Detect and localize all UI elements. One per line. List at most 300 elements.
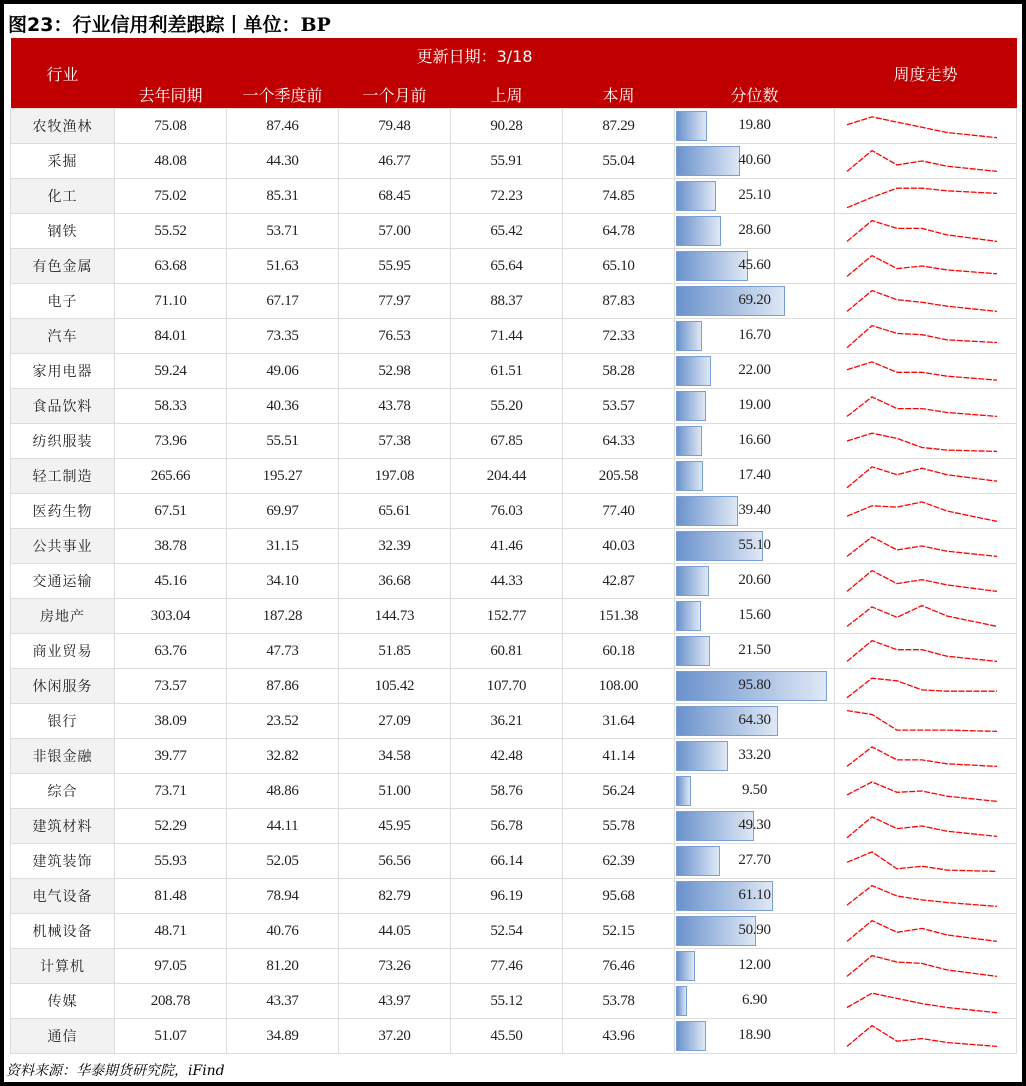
table-row bbox=[11, 319, 1017, 354]
quarter-ago-value: 87.46 bbox=[227, 109, 339, 144]
trend-sparkline bbox=[835, 704, 1017, 739]
industry-name: 房地产 bbox=[11, 599, 115, 634]
this-week-value: 43.96 bbox=[563, 1019, 675, 1054]
trend-sparkline bbox=[835, 109, 1017, 144]
last-week-value: 52.54 bbox=[451, 914, 563, 949]
last-week-value: 88.37 bbox=[451, 284, 563, 319]
last-week-value: 96.19 bbox=[451, 879, 563, 914]
chart-title bbox=[8, 10, 331, 37]
industry-name: 有色金属 bbox=[11, 249, 115, 284]
this-week-value: 55.04 bbox=[563, 144, 675, 179]
table-row bbox=[11, 284, 1017, 319]
month-ago-value: 55.95 bbox=[339, 249, 451, 284]
trend-sparkline bbox=[835, 249, 1017, 284]
month-ago-value: 51.85 bbox=[339, 634, 451, 669]
header-year-ago: 去年同期 bbox=[115, 72, 227, 109]
quarter-ago-value: 55.51 bbox=[227, 424, 339, 459]
trend-sparkline bbox=[835, 809, 1017, 844]
table-row bbox=[11, 179, 1017, 214]
month-ago-value: 45.95 bbox=[339, 809, 451, 844]
table-row bbox=[11, 914, 1017, 949]
quarter-ago-value: 52.05 bbox=[227, 844, 339, 879]
last-week-value: 66.14 bbox=[451, 844, 563, 879]
percentile-cell bbox=[675, 564, 835, 599]
percentile-value: 6.90 bbox=[742, 992, 768, 1008]
table-row bbox=[11, 1019, 1017, 1054]
percentile-cell bbox=[675, 144, 835, 179]
sparkline-icon bbox=[835, 109, 1017, 143]
last-week-value: 67.85 bbox=[451, 424, 563, 459]
year-ago-value: 51.07 bbox=[115, 1019, 227, 1054]
last-week-value: 61.51 bbox=[451, 354, 563, 389]
quarter-ago-value: 47.73 bbox=[227, 634, 339, 669]
percentile-cell bbox=[675, 389, 835, 424]
sparkline-icon bbox=[835, 424, 1017, 458]
trend-sparkline bbox=[835, 319, 1017, 354]
header-month-ago: 一个月前 bbox=[339, 72, 451, 109]
this-week-value: 62.39 bbox=[563, 844, 675, 879]
percentile-value: 19.00 bbox=[738, 397, 771, 413]
year-ago-value: 71.10 bbox=[115, 284, 227, 319]
percentile-value: 9.50 bbox=[742, 782, 768, 798]
percentile-value: 17.40 bbox=[738, 467, 771, 483]
table-row bbox=[11, 844, 1017, 879]
table-row bbox=[11, 389, 1017, 424]
percentile-cell bbox=[675, 249, 835, 284]
last-week-value: 65.42 bbox=[451, 214, 563, 249]
percentile-cell bbox=[675, 669, 835, 704]
percentile-value: 15.60 bbox=[738, 607, 771, 623]
percentile-cell bbox=[675, 599, 835, 634]
table-row bbox=[11, 984, 1017, 1019]
sparkline-icon bbox=[835, 494, 1017, 528]
percentile-cell bbox=[675, 354, 835, 389]
year-ago-value: 48.08 bbox=[115, 144, 227, 179]
quarter-ago-value: 81.20 bbox=[227, 949, 339, 984]
sparkline-icon bbox=[835, 739, 1017, 773]
year-ago-value: 303.04 bbox=[115, 599, 227, 634]
trend-sparkline bbox=[835, 144, 1017, 179]
percentile-cell bbox=[675, 704, 835, 739]
month-ago-value: 43.97 bbox=[339, 984, 451, 1019]
sparkline-icon bbox=[835, 214, 1017, 248]
quarter-ago-value: 44.11 bbox=[227, 809, 339, 844]
table-row bbox=[11, 529, 1017, 564]
quarter-ago-value: 85.31 bbox=[227, 179, 339, 214]
trend-sparkline bbox=[835, 879, 1017, 914]
percentile-cell bbox=[675, 319, 835, 354]
table-row bbox=[11, 704, 1017, 739]
percentile-value: 25.10 bbox=[738, 187, 771, 203]
quarter-ago-value: 31.15 bbox=[227, 529, 339, 564]
header-last-week: 上周 bbox=[451, 72, 563, 109]
this-week-value: 64.33 bbox=[563, 424, 675, 459]
last-week-value: 76.03 bbox=[451, 494, 563, 529]
quarter-ago-value: 67.17 bbox=[227, 284, 339, 319]
table-row bbox=[11, 599, 1017, 634]
industry-name: 银行 bbox=[11, 704, 115, 739]
this-week-value: 76.46 bbox=[563, 949, 675, 984]
percentile-cell bbox=[675, 109, 835, 144]
month-ago-value: 34.58 bbox=[339, 739, 451, 774]
quarter-ago-value: 32.82 bbox=[227, 739, 339, 774]
percentile-cell bbox=[675, 634, 835, 669]
percentile-value: 49.30 bbox=[738, 817, 771, 833]
industry-name: 交通运输 bbox=[11, 564, 115, 599]
percentile-cell bbox=[675, 809, 835, 844]
trend-sparkline bbox=[835, 354, 1017, 389]
month-ago-value: 82.79 bbox=[339, 879, 451, 914]
industry-name: 纺织服装 bbox=[11, 424, 115, 459]
table-row bbox=[11, 459, 1017, 494]
table-row bbox=[11, 739, 1017, 774]
table-row bbox=[11, 949, 1017, 984]
percentile-value: 27.70 bbox=[738, 852, 771, 868]
sparkline-icon bbox=[835, 844, 1017, 878]
month-ago-value: 52.98 bbox=[339, 354, 451, 389]
table-row bbox=[11, 564, 1017, 599]
table-row bbox=[11, 354, 1017, 389]
quarter-ago-value: 78.94 bbox=[227, 879, 339, 914]
year-ago-value: 63.68 bbox=[115, 249, 227, 284]
last-week-value: 71.44 bbox=[451, 319, 563, 354]
percentile-value: 16.70 bbox=[738, 327, 771, 343]
percentile-value: 19.80 bbox=[738, 117, 771, 133]
year-ago-value: 97.05 bbox=[115, 949, 227, 984]
quarter-ago-value: 40.36 bbox=[227, 389, 339, 424]
month-ago-value: 51.00 bbox=[339, 774, 451, 809]
trend-sparkline bbox=[835, 634, 1017, 669]
quarter-ago-value: 87.86 bbox=[227, 669, 339, 704]
sparkline-icon bbox=[835, 249, 1017, 283]
sparkline-icon bbox=[835, 774, 1017, 808]
industry-name: 综合 bbox=[11, 774, 115, 809]
quarter-ago-value: 195.27 bbox=[227, 459, 339, 494]
industry-name: 商业贸易 bbox=[11, 634, 115, 669]
percentile-value: 33.20 bbox=[738, 747, 771, 763]
percentile-cell bbox=[675, 459, 835, 494]
year-ago-value: 55.52 bbox=[115, 214, 227, 249]
month-ago-value: 79.48 bbox=[339, 109, 451, 144]
this-week-value: 56.24 bbox=[563, 774, 675, 809]
quarter-ago-value: 48.86 bbox=[227, 774, 339, 809]
year-ago-value: 67.51 bbox=[115, 494, 227, 529]
sparkline-icon bbox=[835, 599, 1017, 633]
percentile-value: 28.60 bbox=[738, 222, 771, 238]
trend-sparkline bbox=[835, 564, 1017, 599]
percentile-value: 39.40 bbox=[738, 502, 771, 518]
percentile-value: 20.60 bbox=[738, 572, 771, 588]
industry-name: 休闲服务 bbox=[11, 669, 115, 704]
month-ago-value: 77.97 bbox=[339, 284, 451, 319]
month-ago-value: 76.53 bbox=[339, 319, 451, 354]
header-update-date: 更新日期：3/18 bbox=[115, 38, 835, 72]
year-ago-value: 55.93 bbox=[115, 844, 227, 879]
last-week-value: 77.46 bbox=[451, 949, 563, 984]
industry-name: 电子 bbox=[11, 284, 115, 319]
year-ago-value: 73.57 bbox=[115, 669, 227, 704]
industry-name: 汽车 bbox=[11, 319, 115, 354]
sparkline-icon bbox=[835, 879, 1017, 913]
trend-sparkline bbox=[835, 1019, 1017, 1054]
last-week-value: 56.78 bbox=[451, 809, 563, 844]
year-ago-value: 84.01 bbox=[115, 319, 227, 354]
percentile-value: 21.50 bbox=[738, 642, 771, 658]
this-week-value: 87.83 bbox=[563, 284, 675, 319]
industry-name: 化工 bbox=[11, 179, 115, 214]
sparkline-icon bbox=[835, 319, 1017, 353]
this-week-value: 77.40 bbox=[563, 494, 675, 529]
sparkline-icon bbox=[835, 459, 1017, 493]
industry-name: 传媒 bbox=[11, 984, 115, 1019]
this-week-value: 72.33 bbox=[563, 319, 675, 354]
this-week-value: 53.57 bbox=[563, 389, 675, 424]
year-ago-value: 52.29 bbox=[115, 809, 227, 844]
industry-name: 计算机 bbox=[11, 949, 115, 984]
industry-name: 通信 bbox=[11, 1019, 115, 1054]
percentile-value: 61.10 bbox=[738, 887, 771, 903]
this-week-value: 95.68 bbox=[563, 879, 675, 914]
percentile-cell bbox=[675, 844, 835, 879]
sparkline-icon bbox=[835, 984, 1017, 1018]
percentile-value: 22.00 bbox=[738, 362, 771, 378]
table-row bbox=[11, 109, 1017, 144]
year-ago-value: 48.71 bbox=[115, 914, 227, 949]
sparkline-icon bbox=[835, 284, 1017, 318]
percentile-cell bbox=[675, 949, 835, 984]
month-ago-value: 27.09 bbox=[339, 704, 451, 739]
quarter-ago-value: 43.37 bbox=[227, 984, 339, 1019]
quarter-ago-value: 34.89 bbox=[227, 1019, 339, 1054]
year-ago-value: 208.78 bbox=[115, 984, 227, 1019]
percentile-cell bbox=[675, 494, 835, 529]
percentile-cell bbox=[675, 1019, 835, 1054]
percentile-value: 64.30 bbox=[738, 712, 771, 728]
industry-name: 机械设备 bbox=[11, 914, 115, 949]
this-week-value: 52.15 bbox=[563, 914, 675, 949]
year-ago-value: 81.48 bbox=[115, 879, 227, 914]
last-week-value: 58.76 bbox=[451, 774, 563, 809]
header-this-week: 本周 bbox=[563, 72, 675, 109]
percentile-cell bbox=[675, 914, 835, 949]
sparkline-icon bbox=[835, 914, 1017, 948]
this-week-value: 151.38 bbox=[563, 599, 675, 634]
percentile-value: 45.60 bbox=[738, 257, 771, 273]
last-week-value: 44.33 bbox=[451, 564, 563, 599]
trend-sparkline bbox=[835, 459, 1017, 494]
month-ago-value: 197.08 bbox=[339, 459, 451, 494]
sparkline-icon bbox=[835, 564, 1017, 598]
trend-sparkline bbox=[835, 914, 1017, 949]
month-ago-value: 73.26 bbox=[339, 949, 451, 984]
sparkline-icon bbox=[835, 354, 1017, 388]
month-ago-value: 57.38 bbox=[339, 424, 451, 459]
table-body bbox=[11, 109, 1017, 1054]
last-week-value: 45.50 bbox=[451, 1019, 563, 1054]
month-ago-value: 44.05 bbox=[339, 914, 451, 949]
percentile-value: 55.10 bbox=[738, 537, 771, 553]
this-week-value: 42.87 bbox=[563, 564, 675, 599]
trend-sparkline bbox=[835, 669, 1017, 704]
this-week-value: 53.78 bbox=[563, 984, 675, 1019]
table-row bbox=[11, 634, 1017, 669]
sparkline-icon bbox=[835, 949, 1017, 983]
header-percentile: 分位数 bbox=[675, 72, 835, 109]
this-week-value: 64.78 bbox=[563, 214, 675, 249]
month-ago-value: 65.61 bbox=[339, 494, 451, 529]
percentile-cell bbox=[675, 879, 835, 914]
month-ago-value: 56.56 bbox=[339, 844, 451, 879]
sparkline-icon bbox=[835, 809, 1017, 843]
trend-sparkline bbox=[835, 284, 1017, 319]
percentile-value: 40.60 bbox=[738, 152, 771, 168]
percentile-cell bbox=[675, 214, 835, 249]
percentile-cell bbox=[675, 529, 835, 564]
trend-sparkline bbox=[835, 179, 1017, 214]
percentile-cell bbox=[675, 739, 835, 774]
year-ago-value: 73.96 bbox=[115, 424, 227, 459]
this-week-value: 40.03 bbox=[563, 529, 675, 564]
month-ago-value: 36.68 bbox=[339, 564, 451, 599]
last-week-value: 72.23 bbox=[451, 179, 563, 214]
year-ago-value: 38.09 bbox=[115, 704, 227, 739]
last-week-value: 42.48 bbox=[451, 739, 563, 774]
table-row bbox=[11, 424, 1017, 459]
trend-sparkline bbox=[835, 739, 1017, 774]
header-industry: 行业 bbox=[11, 38, 115, 109]
table-row bbox=[11, 249, 1017, 284]
industry-name: 食品饮料 bbox=[11, 389, 115, 424]
sparkline-icon bbox=[835, 704, 1017, 738]
month-ago-value: 68.45 bbox=[339, 179, 451, 214]
last-week-value: 36.21 bbox=[451, 704, 563, 739]
quarter-ago-value: 187.28 bbox=[227, 599, 339, 634]
month-ago-value: 57.00 bbox=[339, 214, 451, 249]
month-ago-value: 144.73 bbox=[339, 599, 451, 634]
percentile-value: 16.60 bbox=[738, 432, 771, 448]
industry-name: 非银金融 bbox=[11, 739, 115, 774]
this-week-value: 58.28 bbox=[563, 354, 675, 389]
page bbox=[4, 4, 1022, 1082]
industry-name: 公共事业 bbox=[11, 529, 115, 564]
month-ago-value: 32.39 bbox=[339, 529, 451, 564]
header-trend: 周度走势 bbox=[835, 38, 1017, 109]
this-week-value: 87.29 bbox=[563, 109, 675, 144]
this-week-value: 65.10 bbox=[563, 249, 675, 284]
credit-spread-table bbox=[10, 38, 1017, 1054]
last-week-value: 107.70 bbox=[451, 669, 563, 704]
last-week-value: 60.81 bbox=[451, 634, 563, 669]
year-ago-value: 75.02 bbox=[115, 179, 227, 214]
percentile-value: 18.90 bbox=[738, 1027, 771, 1043]
quarter-ago-value: 44.30 bbox=[227, 144, 339, 179]
sparkline-icon bbox=[835, 144, 1017, 178]
industry-name: 钢铁 bbox=[11, 214, 115, 249]
last-week-value: 152.77 bbox=[451, 599, 563, 634]
source-note: 资料来源：华泰期货研究院，iFind bbox=[6, 1063, 225, 1079]
month-ago-value: 105.42 bbox=[339, 669, 451, 704]
quarter-ago-value: 73.35 bbox=[227, 319, 339, 354]
industry-name: 农牧渔林 bbox=[11, 109, 115, 144]
year-ago-value: 45.16 bbox=[115, 564, 227, 599]
percentile-cell bbox=[675, 984, 835, 1019]
percentile-value: 95.80 bbox=[738, 677, 771, 693]
trend-sparkline bbox=[835, 949, 1017, 984]
industry-name: 建筑装饰 bbox=[11, 844, 115, 879]
month-ago-value: 46.77 bbox=[339, 144, 451, 179]
year-ago-value: 39.77 bbox=[115, 739, 227, 774]
year-ago-value: 59.24 bbox=[115, 354, 227, 389]
industry-name: 采掘 bbox=[11, 144, 115, 179]
last-week-value: 65.64 bbox=[451, 249, 563, 284]
this-week-value: 31.64 bbox=[563, 704, 675, 739]
year-ago-value: 75.08 bbox=[115, 109, 227, 144]
last-week-value: 41.46 bbox=[451, 529, 563, 564]
percentile-cell bbox=[675, 179, 835, 214]
quarter-ago-value: 40.76 bbox=[227, 914, 339, 949]
table-row bbox=[11, 494, 1017, 529]
table-row bbox=[11, 809, 1017, 844]
industry-name: 医药生物 bbox=[11, 494, 115, 529]
this-week-value: 74.85 bbox=[563, 179, 675, 214]
this-week-value: 205.58 bbox=[563, 459, 675, 494]
sparkline-icon bbox=[835, 1019, 1017, 1053]
last-week-value: 55.12 bbox=[451, 984, 563, 1019]
quarter-ago-value: 49.06 bbox=[227, 354, 339, 389]
year-ago-value: 38.78 bbox=[115, 529, 227, 564]
trend-sparkline bbox=[835, 214, 1017, 249]
percentile-value: 12.00 bbox=[738, 957, 771, 973]
industry-name: 家用电器 bbox=[11, 354, 115, 389]
industry-name: 轻工制造 bbox=[11, 459, 115, 494]
sparkline-icon bbox=[835, 669, 1017, 703]
table-row bbox=[11, 144, 1017, 179]
year-ago-value: 73.71 bbox=[115, 774, 227, 809]
year-ago-value: 58.33 bbox=[115, 389, 227, 424]
sparkline-icon bbox=[835, 529, 1017, 563]
quarter-ago-value: 69.97 bbox=[227, 494, 339, 529]
this-week-value: 55.78 bbox=[563, 809, 675, 844]
trend-sparkline bbox=[835, 494, 1017, 529]
percentile-cell bbox=[675, 424, 835, 459]
year-ago-value: 63.76 bbox=[115, 634, 227, 669]
trend-sparkline bbox=[835, 424, 1017, 459]
trend-sparkline bbox=[835, 599, 1017, 634]
percentile-cell bbox=[675, 774, 835, 809]
trend-sparkline bbox=[835, 389, 1017, 424]
table-row bbox=[11, 879, 1017, 914]
industry-name: 建筑材料 bbox=[11, 809, 115, 844]
sparkline-icon bbox=[835, 389, 1017, 423]
table-row bbox=[11, 214, 1017, 249]
percentile-value: 50.90 bbox=[738, 922, 771, 938]
last-week-value: 204.44 bbox=[451, 459, 563, 494]
table-row bbox=[11, 669, 1017, 704]
table-row bbox=[11, 774, 1017, 809]
quarter-ago-value: 34.10 bbox=[227, 564, 339, 599]
title-text: 图23：行业信用利差跟踪丨单位： bbox=[8, 14, 301, 36]
industry-name: 电气设备 bbox=[11, 879, 115, 914]
sparkline-icon bbox=[835, 179, 1017, 213]
month-ago-value: 37.20 bbox=[339, 1019, 451, 1054]
last-week-value: 55.20 bbox=[451, 389, 563, 424]
month-ago-value: 43.78 bbox=[339, 389, 451, 424]
quarter-ago-value: 51.63 bbox=[227, 249, 339, 284]
last-week-value: 55.91 bbox=[451, 144, 563, 179]
trend-sparkline bbox=[835, 984, 1017, 1019]
sparkline-icon bbox=[835, 634, 1017, 668]
trend-sparkline bbox=[835, 844, 1017, 879]
